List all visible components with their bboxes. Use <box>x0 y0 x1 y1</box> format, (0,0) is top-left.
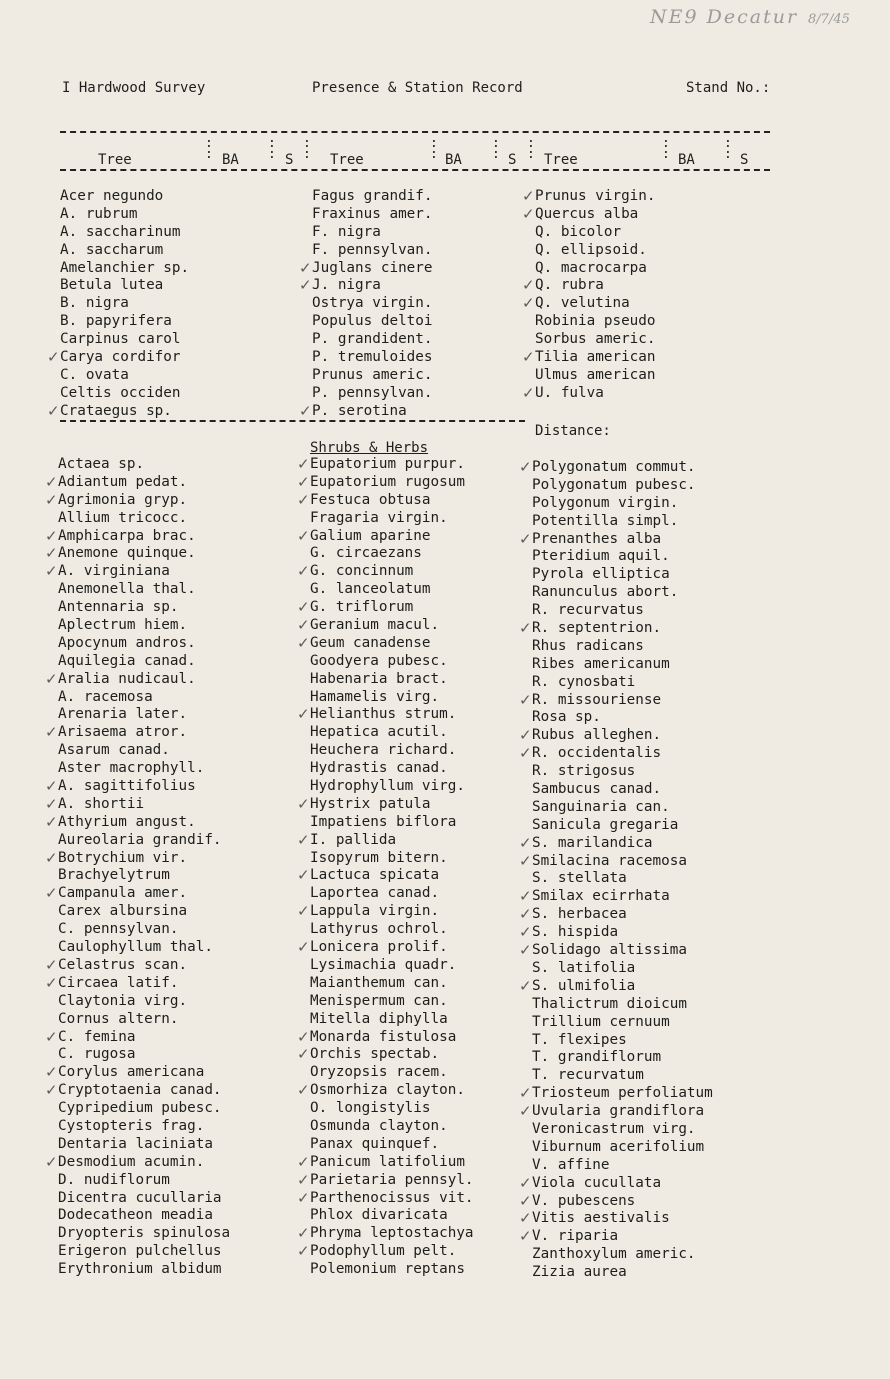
species-entry: ✓ Cryptotaenia canad. <box>58 1082 230 1100</box>
species-entry: ✓ R. missouriense <box>532 692 713 710</box>
species-entry: Trillium cernuum <box>532 1013 670 1030</box>
species-entry: R. cynosbati <box>532 673 636 690</box>
species-entry: ✓ Eupatorium purpur. <box>310 456 474 474</box>
species-entry: Lathyrus ochrol. <box>310 921 448 938</box>
species-entry: Thalictrum dioicum <box>532 995 687 1012</box>
species-entry: A. saccharinum <box>60 223 181 240</box>
species-entry: T. grandiflorum <box>532 1049 662 1066</box>
annotation-date: 8/7/45 <box>808 12 850 27</box>
species-entry: B. papyrifera <box>60 313 172 330</box>
species-entry: P. tremuloides <box>312 349 433 366</box>
species-entry: A. rubrum <box>60 205 138 222</box>
species-entry: ✓ Parthenocissus vit. <box>310 1190 474 1208</box>
species-entry: ✓ Hystrix patula <box>310 796 474 814</box>
species-entry: Osmunda clayton. <box>310 1117 448 1134</box>
species-entry: ✓ Helianthus strum. <box>310 706 474 724</box>
species-entry: ✓ Geranium macul. <box>310 617 474 635</box>
species-entry: ✓ P. serotina <box>312 403 433 421</box>
species-entry: Robinia pseudo <box>535 313 656 330</box>
col-header-tree-2: Tree <box>330 152 364 168</box>
species-entry: ✓ U. fulva <box>535 385 656 403</box>
species-entry: ✓ S. marilandica <box>532 835 713 853</box>
herb-list-col2 <box>310 456 474 1279</box>
stand-number-label: Stand No.: <box>686 80 771 96</box>
species-entry: R. strigosus <box>532 763 636 780</box>
tree-list-col2 <box>312 188 433 421</box>
herb-list-col1 <box>58 456 230 1279</box>
species-entry: Q. bicolor <box>535 223 622 240</box>
species-entry: Cystopteris frag. <box>58 1117 205 1134</box>
column-separator: : : <box>205 136 213 162</box>
column-separator: : : <box>527 136 535 162</box>
species-entry: Isopyrum bitern. <box>310 849 448 866</box>
species-entry: ✓ R. occidentalis <box>532 745 713 763</box>
species-entry: Cypripedium pubesc. <box>58 1100 222 1117</box>
species-entry: Sorbus americ. <box>535 331 656 348</box>
record-title: Presence & Station Record <box>312 80 523 96</box>
species-entry: ✓ Podophyllum pelt. <box>310 1243 474 1261</box>
species-entry: ✓ Prunus virgin. <box>535 188 656 206</box>
species-entry: Pyrola elliptica <box>532 566 670 583</box>
species-entry: ✓ C. femina <box>58 1029 230 1047</box>
species-entry: Allium tricocc. <box>58 509 188 526</box>
species-entry: Q. macrocarpa <box>535 259 647 276</box>
species-entry: Phlox divaricata <box>310 1207 448 1224</box>
species-entry: P. grandident. <box>312 331 433 348</box>
species-entry: Polemonium reptans <box>310 1261 465 1278</box>
species-entry: ✓ Geum canadense <box>310 635 474 653</box>
species-entry: Acer negundo <box>60 188 164 204</box>
col-header-ba-2: BA <box>445 152 462 168</box>
species-entry: Habenaria bract. <box>310 670 448 687</box>
species-entry: T. recurvatum <box>532 1067 644 1084</box>
species-entry: ✓ Solidago altissima <box>532 942 713 960</box>
col-header-s-2: S <box>508 152 517 168</box>
species-entry: Erythronium albidum <box>58 1261 222 1278</box>
species-entry: Pteridium aquil. <box>532 548 670 565</box>
species-entry: Apocynum andros. <box>58 634 196 651</box>
species-entry: Rhus radicans <box>532 637 644 654</box>
species-entry: Laportea canad. <box>310 885 440 902</box>
species-entry: Prunus americ. <box>312 366 433 383</box>
species-entry: Ostrya virgin. <box>312 295 433 312</box>
species-entry: ✓ Amphicarpa brac. <box>58 528 230 546</box>
species-entry: C. rugosa <box>58 1046 136 1063</box>
annotation-code: NE9 Decatur <box>650 6 799 28</box>
species-entry: Maianthemum can. <box>310 974 448 991</box>
species-entry: ✓ Aralia nudicaul. <box>58 671 230 689</box>
species-entry: ✓ Anemone quinque. <box>58 545 230 563</box>
species-entry: ✓ Corylus americana <box>58 1064 230 1082</box>
column-separator: : : <box>662 136 670 162</box>
species-entry: ✓ S. ulmifolia <box>532 978 713 996</box>
species-entry: Antennaria sp. <box>58 599 179 616</box>
species-entry: ✓ A. shortii <box>58 796 230 814</box>
species-entry: ✓ Eupatorium rugosum <box>310 474 474 492</box>
species-entry: Hydrophyllum virg. <box>310 778 465 795</box>
col-header-s-1: S <box>285 152 294 168</box>
species-entry: A. racemosa <box>58 688 153 705</box>
species-entry: Goodyera pubesc. <box>310 652 448 669</box>
species-entry: Celtis occiden <box>60 384 181 401</box>
species-entry: Menispermum can. <box>310 992 448 1009</box>
species-entry: ✓ R. septentrion. <box>532 620 713 638</box>
species-entry: Erigeron pulchellus <box>58 1243 222 1260</box>
species-entry: ✓ Festuca obtusa <box>310 492 474 510</box>
species-entry: ✓ Parietaria pennsyl. <box>310 1172 474 1190</box>
species-entry: Asarum canad. <box>58 742 170 759</box>
herb-list-col3 <box>532 459 713 1282</box>
species-entry: ✓ J. nigra <box>312 277 433 295</box>
col-header-ba-3: BA <box>678 152 695 168</box>
species-entry: ✓ Lactuca spicata <box>310 867 474 885</box>
species-entry: ✓ Galium aparine <box>310 528 474 546</box>
species-entry: A. saccharum <box>60 241 164 258</box>
col-header-tree-1: Tree <box>98 152 132 168</box>
species-entry: Sambucus canad. <box>532 781 662 798</box>
species-entry: ✓ Q. rubra <box>535 277 656 295</box>
species-entry: Oryzopsis racem. <box>310 1064 448 1081</box>
species-entry: ✓ Vitis aestivalis <box>532 1210 713 1228</box>
species-entry: Cornus altern. <box>58 1010 179 1027</box>
col-header-tree-3: Tree <box>544 152 578 168</box>
tree-list-col3 <box>535 188 656 403</box>
species-entry: Brachyelytrum <box>58 867 170 884</box>
tree-list-col1 <box>60 188 189 421</box>
survey-title: I Hardwood Survey <box>62 80 206 96</box>
species-entry: ✓ Uvularia grandiflora <box>532 1103 713 1121</box>
species-entry: ✓ Polygonatum commut. <box>532 459 713 477</box>
column-separator: : : <box>724 136 732 162</box>
species-entry: Carpinus carol <box>60 331 181 348</box>
species-entry: Dryopteris spinulosa <box>58 1225 231 1242</box>
species-entry: ✓ A. virginiana <box>58 563 230 581</box>
distance-label: Distance: <box>535 423 611 439</box>
column-separator: : : <box>303 136 311 162</box>
species-entry: ✓ I. pallida <box>310 832 474 850</box>
col-header-s-3: S <box>740 152 749 168</box>
species-entry: ✓ S. herbacea <box>532 906 713 924</box>
species-entry: Impatiens biflora <box>310 813 457 830</box>
species-entry: Aplectrum hiem. <box>58 617 188 634</box>
species-entry: Polygonatum pubesc. <box>532 476 696 493</box>
species-entry: Aureolaria grandif. <box>58 831 222 848</box>
col-header-ba-1: BA <box>222 152 239 168</box>
species-entry: ✓ Campanula amer. <box>58 885 230 903</box>
species-entry: ✓ Triosteum perfoliatum <box>532 1085 713 1103</box>
species-entry: F. nigra <box>312 223 381 240</box>
species-entry: ✓ Carya cordifor <box>60 349 189 367</box>
species-entry: ✓ Botrychium vir. <box>58 850 230 868</box>
species-entry: Caulophyllum thal. <box>58 939 213 956</box>
species-entry: Veronicastrum virg. <box>532 1120 696 1137</box>
species-entry: ✓ Smilax ecirrhata <box>532 888 713 906</box>
species-entry: S. latifolia <box>532 959 636 976</box>
species-entry: ✓ Circaea latif. <box>58 975 230 993</box>
species-entry: Hydrastis canad. <box>310 760 448 777</box>
species-entry: S. stellata <box>532 870 627 887</box>
species-entry: ✓ V. pubescens <box>532 1193 713 1211</box>
species-entry: ✓ Rubus alleghen. <box>532 727 713 745</box>
species-entry: ✓ Agrimonia gryp. <box>58 492 230 510</box>
species-entry: Hepatica acutil. <box>310 724 448 741</box>
species-entry: Viburnum acerifolium <box>532 1138 705 1155</box>
species-entry: Amelanchier sp. <box>60 259 190 276</box>
species-entry: Aquilegia canad. <box>58 652 196 669</box>
species-entry: ✓ Q. velutina <box>535 295 656 313</box>
species-entry: Zizia aurea <box>532 1264 627 1281</box>
species-entry: ✓ Monarda fistulosa <box>310 1029 474 1047</box>
species-entry: ✓ G. concinnum <box>310 563 474 581</box>
species-entry: ✓ Prenanthes alba <box>532 531 713 549</box>
species-entry: ✓ Lappula virgin. <box>310 903 474 921</box>
species-entry: Anemonella thal. <box>58 581 196 598</box>
species-entry: O. longistylis <box>310 1100 431 1117</box>
header-divider-top <box>60 131 770 133</box>
species-entry: Dicentra cucullaria <box>58 1189 222 1206</box>
species-entry: Potentilla simpl. <box>532 512 679 529</box>
handwritten-annotation <box>650 6 850 28</box>
species-entry: ✓ Osmorhiza clayton. <box>310 1082 474 1100</box>
species-entry: ✓ Crataegus sp. <box>60 403 189 421</box>
species-entry: Carex albursina <box>58 903 188 920</box>
species-entry: Panax quinquef. <box>310 1135 440 1152</box>
species-entry: Rosa sp. <box>532 709 601 726</box>
species-entry: ✓ Phryma leptostachya <box>310 1225 474 1243</box>
species-entry: Fraxinus amer. <box>312 205 433 222</box>
species-entry: Dodecatheon meadia <box>58 1207 213 1224</box>
species-entry: Claytonia virg. <box>58 992 188 1009</box>
tree-section-divider <box>60 420 525 422</box>
species-entry: Heuchera richard. <box>310 742 457 759</box>
species-entry: Fragaria virgin. <box>310 509 448 526</box>
species-entry: Actaea sp. <box>58 456 145 472</box>
species-entry: Hamamelis virg. <box>310 688 440 705</box>
shrubs-herbs-heading: Shrubs & Herbs <box>310 440 429 456</box>
species-entry: Dentaria laciniata <box>58 1135 213 1152</box>
species-entry: ✓ Panicum latifolium <box>310 1154 474 1172</box>
species-entry: ✓ Viola cucullata <box>532 1175 713 1193</box>
species-entry: ✓ Arisaema atror. <box>58 724 230 742</box>
species-entry: Lysimachia quadr. <box>310 956 457 973</box>
species-entry: ✓ Lonicera prolif. <box>310 939 474 957</box>
species-entry: ✓ Desmodium acumin. <box>58 1154 230 1172</box>
species-entry: G. circaezans <box>310 545 422 562</box>
species-entry: Ranunculus abort. <box>532 584 679 601</box>
species-entry: ✓ Quercus alba <box>535 206 656 224</box>
species-entry: G. lanceolatum <box>310 581 431 598</box>
species-entry: B. nigra <box>60 295 129 312</box>
species-entry: Fagus grandif. <box>312 188 433 204</box>
species-entry: ✓ S. hispida <box>532 924 713 942</box>
species-entry: ✓ Juglans cinere <box>312 260 433 278</box>
species-entry: ✓ Orchis spectab. <box>310 1046 474 1064</box>
species-entry: Zanthoxylum americ. <box>532 1246 696 1263</box>
column-separator: : : <box>492 136 500 162</box>
species-entry: Sanguinaria can. <box>532 798 670 815</box>
species-entry: P. pennsylvan. <box>312 384 433 401</box>
header-divider-bottom <box>60 169 770 171</box>
species-entry: C. ovata <box>60 366 129 383</box>
species-entry: Mitella diphylla <box>310 1010 448 1027</box>
species-entry: Aster macrophyll. <box>58 760 205 777</box>
species-entry: R. recurvatus <box>532 602 644 619</box>
species-entry: ✓ A. sagittifolius <box>58 778 230 796</box>
species-entry: Ulmus american <box>535 366 656 383</box>
species-entry: ✓ G. triflorum <box>310 599 474 617</box>
species-entry: ✓ Adiantum pedat. <box>58 474 230 492</box>
species-entry: Q. ellipsoid. <box>535 241 647 258</box>
species-entry: Ribes americanum <box>532 655 670 672</box>
species-entry: D. nudiflorum <box>58 1171 170 1188</box>
species-entry: Sanicula gregaria <box>532 816 679 833</box>
species-entry: C. pennsylvan. <box>58 921 179 938</box>
species-entry: Polygonum virgin. <box>532 494 679 511</box>
species-entry: V. affine <box>532 1156 610 1173</box>
species-entry: T. flexipes <box>532 1031 627 1048</box>
species-entry: Arenaria later. <box>58 706 188 723</box>
species-entry: ✓ Smilacina racemosa <box>532 853 713 871</box>
species-entry: ✓ V. riparia <box>532 1228 713 1246</box>
species-entry: Betula lutea <box>60 277 164 294</box>
species-entry: ✓ Celastrus scan. <box>58 957 230 975</box>
species-entry: Populus deltoi <box>312 313 433 330</box>
species-entry: ✓ Athyrium angust. <box>58 814 230 832</box>
column-separator: : : <box>430 136 438 162</box>
column-separator: : : <box>268 136 276 162</box>
species-entry: F. pennsylvan. <box>312 241 433 258</box>
species-entry: ✓ Tilia american <box>535 349 656 367</box>
